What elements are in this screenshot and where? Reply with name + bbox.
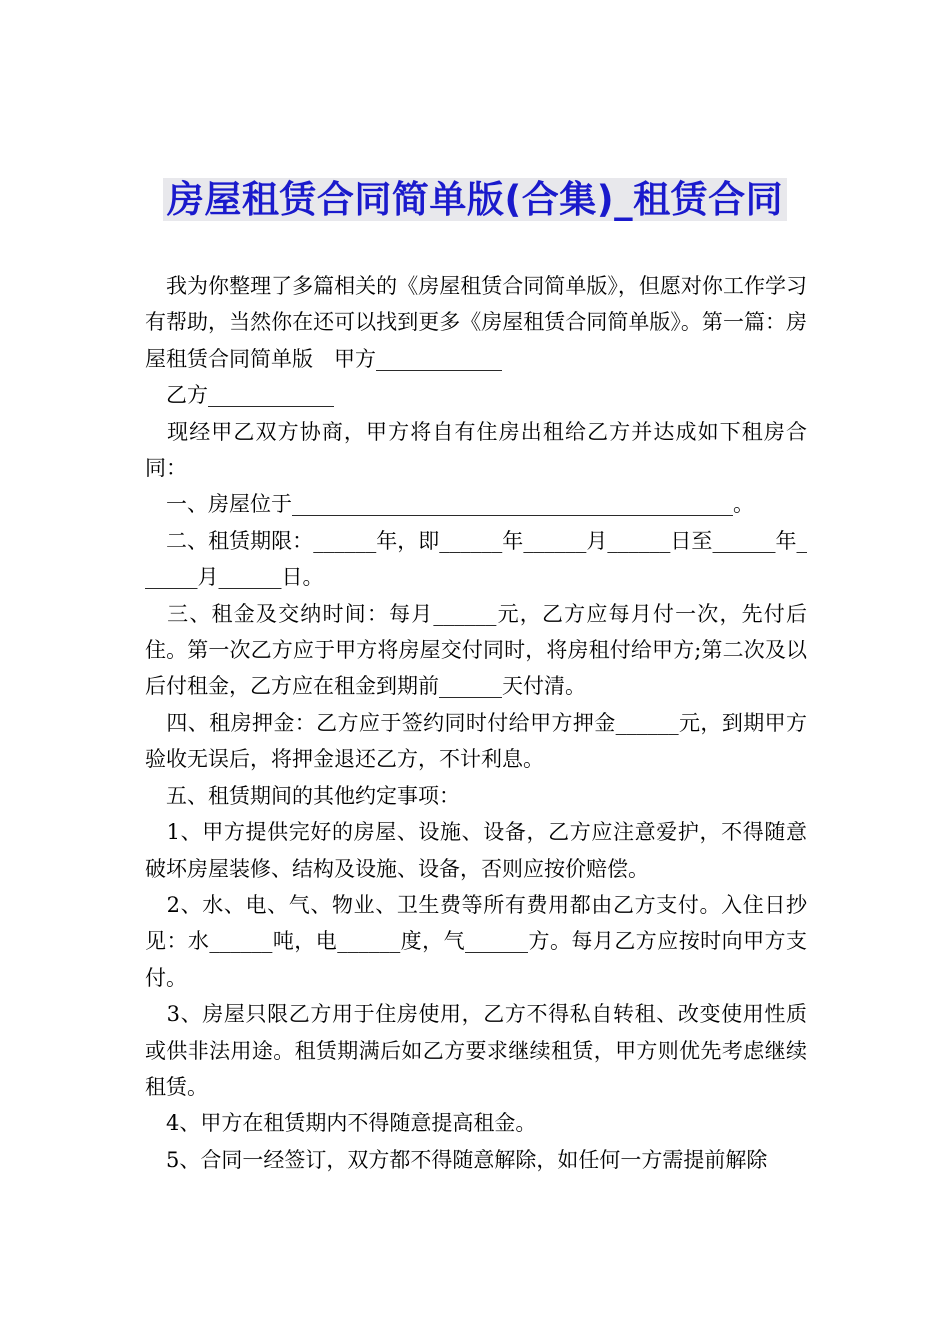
paragraph-clause-5: 五、租赁期间的其他约定事项： <box>145 783 460 808</box>
paragraph-item-2: 2、水、电、气、物业、卫生费等所有费用都由乙方支付。入住日抄见：水______吨，电______度，气______方。每月乙方应按时向甲方支付。 <box>145 892 807 990</box>
paragraph-clause-4: 四、租房押金：乙方应于签约同时付给甲方押金______元，到期甲方验收无误后，将押金退还乙方，不计利息。 <box>145 710 807 772</box>
document-title-text: 房屋租赁合同简单版(合集)_租赁合同 <box>163 178 787 221</box>
paragraph-clause-1: 一、房屋位于__________________________________________。 <box>145 492 754 517</box>
paragraph-item-5: 5、合同一经签订，双方都不得随意解除，如任何一方需提前解除 <box>145 1147 768 1172</box>
document-title <box>0 172 950 228</box>
document-body <box>145 268 807 1178</box>
paragraph-item-1: 1、甲方提供完好的房屋、设施、设备，乙方应注意爱护，不得随意破坏房屋装修、结构及设施、设备，否则应按价赔偿。 <box>145 820 807 881</box>
paragraph-clause-2: 二、租赁期限：______年，即______年______月______日至______年______月______日。 <box>145 528 807 590</box>
paragraph-clause-3: 三、租金及交纳时间：每月______元，乙方应每月付一次，先付后住。第一次乙方应于甲方将房屋交付同时，将房租付给甲方;第二次及以后付租金，乙方应在租金到期前______天付清。 <box>145 601 807 699</box>
paragraph-item-3: 3、房屋只限乙方用于住房使用，乙方不得私自转租、改变使用性质或供非法用途。租赁期满后如乙方要求继续租赁，甲方则优先考虑继续租赁。 <box>145 1002 807 1099</box>
paragraph-agreement: 现经甲乙双方协商，甲方将自有住房出租给乙方并达成如下租房合同： <box>145 419 807 481</box>
paragraph-intro: 我为你整理了多篇相关的《房屋租赁合同简单版》，但愿对你工作学习有帮助，当然你在还可以找到更多《房屋租赁合同简单版》。第一篇：房屋租赁合同简单版 甲方____________ <box>145 274 807 371</box>
paragraph-item-4: 4、甲方在租赁期内不得随意提高租金。 <box>145 1111 537 1136</box>
paragraph-party-b: 乙方____________ <box>145 383 334 408</box>
